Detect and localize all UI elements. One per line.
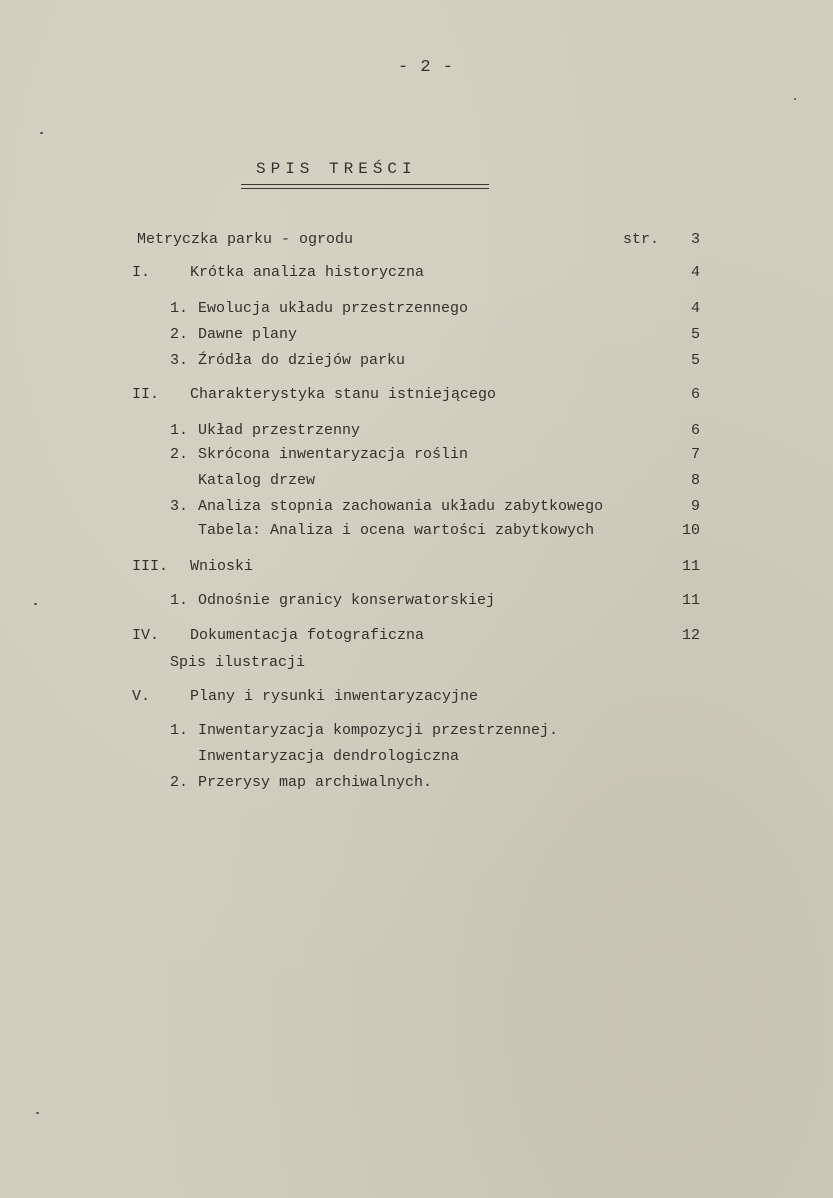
toc-subentry-number: 2. <box>169 326 188 343</box>
toc-entry-text: Krótka analiza historyczna <box>190 264 425 281</box>
toc-page-ref: 11 <box>681 592 700 609</box>
toc-page-ref: 7 <box>690 446 700 463</box>
toc-subentry <box>0 746 833 768</box>
toc-page-ref: 3 <box>690 231 700 248</box>
str-label: str. <box>623 231 660 248</box>
toc-subentry <box>0 350 833 372</box>
toc-section-3 <box>0 556 833 578</box>
toc-entry-text: Katalog drzew <box>198 472 316 489</box>
toc-page-ref: 4 <box>690 300 700 317</box>
toc-entry-text: Analiza stopnia zachowania układu zabytkowego <box>198 498 604 515</box>
toc-subentry <box>0 720 833 742</box>
toc-section-4 <box>0 625 833 647</box>
toc-subentry <box>0 324 833 346</box>
toc-section-number: V. <box>132 688 151 705</box>
paper-speck <box>40 132 43 134</box>
toc-subentry <box>0 496 833 518</box>
toc-section-2 <box>0 384 833 406</box>
toc-page-ref: 10 <box>681 522 700 539</box>
toc-section-1 <box>0 262 833 284</box>
toc-subentry-number: 1. <box>169 300 188 317</box>
toc-section-number: I. <box>132 264 151 281</box>
toc-entry-text: Charakterystyka stanu istniejącego <box>190 386 497 403</box>
toc-subentry-number: 1. <box>169 722 188 739</box>
paper-speck <box>34 603 37 605</box>
toc-subentry <box>0 420 833 442</box>
title-underline <box>241 184 489 189</box>
paper-speck <box>794 98 796 100</box>
toc-entry-text: Odnośnie granicy konserwatorskiej <box>198 592 496 609</box>
toc-section-number: III. <box>132 558 169 575</box>
toc-entry-text: Inwentaryzacja dendrologiczna <box>198 748 460 765</box>
toc-entry-text: Metryczka parku - ogrodu <box>137 231 354 248</box>
paper-speck <box>36 1112 39 1114</box>
toc-entry-text: Przerysy map archiwalnych. <box>198 774 433 791</box>
toc-entry-text: Dawne plany <box>198 326 298 343</box>
toc-subentry-number: 2. <box>169 774 188 791</box>
toc-section-number: IV. <box>132 627 160 644</box>
toc-subentry <box>0 520 833 542</box>
page-title: SPIS TREŚCI <box>256 160 417 178</box>
toc-subentry-number: 2. <box>169 446 188 463</box>
toc-entry-text: Wnioski <box>190 558 254 575</box>
toc-subentry-number: 1. <box>169 422 188 439</box>
toc-subentry <box>0 470 833 492</box>
toc-page-ref: 5 <box>690 352 700 369</box>
toc-entry-text: Inwentaryzacja kompozycji przestrzennej. <box>198 722 559 739</box>
toc-section-number: II. <box>132 386 160 403</box>
toc-entry-text: Spis ilustracji <box>170 654 306 671</box>
toc-subentry <box>0 652 833 674</box>
toc-page-ref: 8 <box>690 472 700 489</box>
toc-page-ref: 11 <box>681 558 700 575</box>
toc-page-ref: 5 <box>690 326 700 343</box>
toc-entry-text: Plany i rysunki inwentaryzacyjne <box>190 688 479 705</box>
page-number: - 2 - <box>398 58 455 77</box>
toc-subentry <box>0 590 833 612</box>
toc-subentry <box>0 444 833 466</box>
toc-page-ref: 6 <box>690 422 700 439</box>
toc-subentry-number: 3. <box>169 498 188 515</box>
toc-subentry <box>0 298 833 320</box>
toc-page-ref: 4 <box>690 264 700 281</box>
toc-entry-text: Tabela: Analiza i ocena wartości zabytkowych <box>198 522 595 539</box>
toc-entry-text: Źródła do dziejów parku <box>198 352 406 369</box>
toc-entry-metryczka <box>0 229 833 251</box>
toc-entry-text: Dokumentacja fotograficzna <box>190 627 425 644</box>
toc-subentry-number: 1. <box>169 592 188 609</box>
toc-entry-text: Układ przestrzenny <box>198 422 361 439</box>
toc-section-5 <box>0 686 833 708</box>
toc-entry-text: Ewolucja układu przestrzennego <box>198 300 469 317</box>
toc-entry-text: Skrócona inwentaryzacja roślin <box>198 446 469 463</box>
toc-subentry-number: 3. <box>169 352 188 369</box>
toc-page-ref: 12 <box>681 627 700 644</box>
toc-page-ref: 9 <box>690 498 700 515</box>
toc-page-ref: 6 <box>690 386 700 403</box>
toc-subentry <box>0 772 833 794</box>
